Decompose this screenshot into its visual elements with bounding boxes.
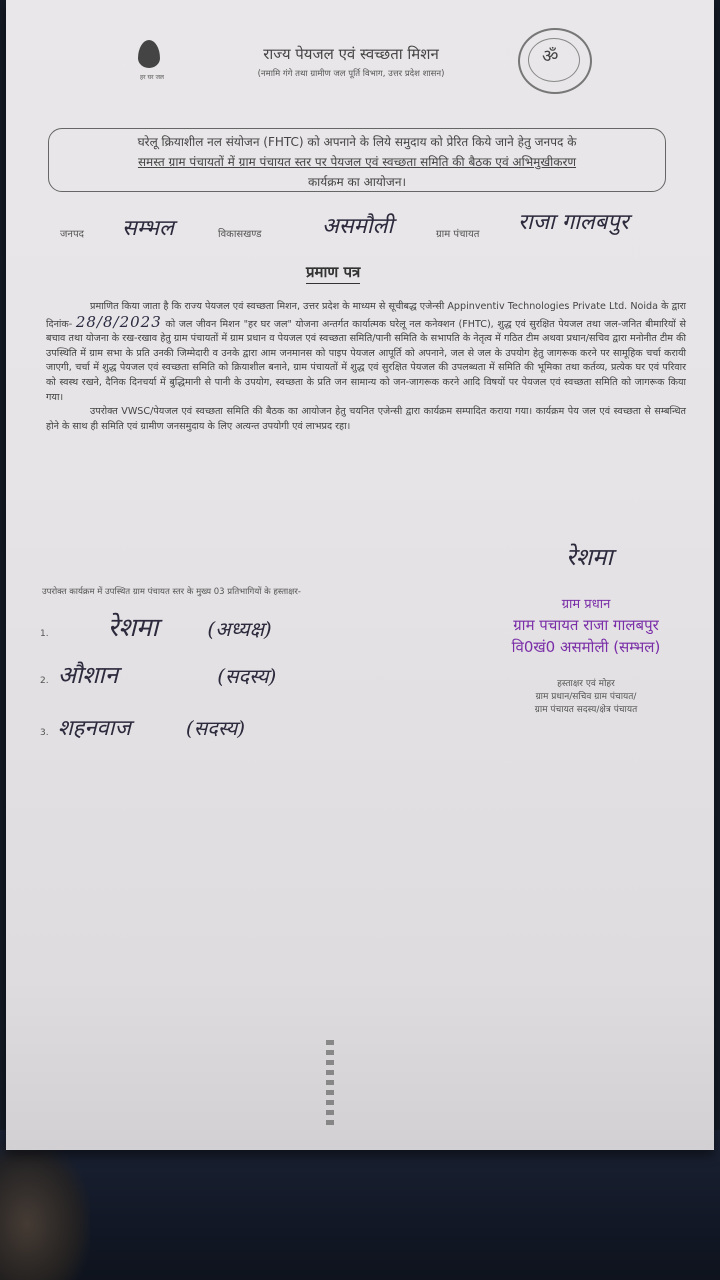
participant-role: (सदस्य) — [185, 716, 246, 740]
district-label: जनपद — [60, 229, 84, 240]
participant-number: 1. — [40, 629, 49, 639]
logo-left-caption: हर घर जल — [140, 74, 164, 81]
participant-number: 2. — [40, 676, 49, 686]
certificate-paper — [6, 0, 714, 1150]
participant-name: औशान — [57, 661, 119, 689]
panchayat-label: ग्राम पंचायत — [436, 229, 480, 240]
caption-line-2: ग्राम प्रधान/सचिव ग्राम पंचायत/ — [535, 692, 637, 702]
caption-line-1: हस्ताक्षर एवं मोहर — [557, 679, 615, 689]
participant-role: (अध्यक्ष) — [207, 617, 272, 641]
header-title: राज्य पेयजल एवं स्वच्छता मिशन — [263, 45, 439, 63]
certificate-title: प्रमाण पत्र — [306, 262, 360, 284]
block-label: विकासखण्ड — [218, 229, 262, 240]
stamp-line-1: ग्राम प्रधान — [561, 597, 611, 612]
banner-line-1: घरेलू क्रियाशील नल संयोजन (FHTC) को अपनाने के लिये समुदाय को प्रेरित किये जाने हेतु जनपद के — [137, 135, 577, 149]
participant-number: 3. — [40, 728, 49, 738]
caption-line-3: ग्राम पंचायत सदस्य/क्षेत्र पंचायत — [534, 705, 638, 715]
stamp-line-2: ग्राम पचायत राजा गालबपुर — [513, 616, 659, 634]
pradhan-stamp — [476, 594, 696, 657]
stamp-line-3: वि0खं0 असमोली (सम्भल) — [511, 638, 661, 656]
panchayat-value: राजा गालबपुर — [518, 210, 629, 235]
background-floor — [0, 1130, 720, 1280]
certificate-body — [46, 300, 686, 434]
signature-caption — [476, 678, 696, 717]
participants-note: उपरोक्त कार्यक्रम में उपस्थित ग्राम पंचायत स्तर के मुख्य 03 प्रतिभागियों के हस्ताक्षर- — [42, 587, 301, 597]
water-drop-logo-icon — [126, 36, 176, 96]
pradhan-signature: रेशमा — [566, 543, 613, 571]
participant-name: रेशमा — [107, 613, 159, 643]
body-paragraph-1b: को जल जीवन मिशन "हर घर जल" योजना अन्तर्गत कार्यात्मक घरेलू नल कनेक्शन (FHTC), शुद्ध एवं सुरक्षित पेयजल तथा जल-जनित बीमारियों से बचाव तथा योजना के रख-रखाव हेतु ग्राम पंचायतों में ग्राम प्रधान व पेयजल एवं स्वच्छता समिति/पानी समिति के सभापति के नेतृत्व में गठित टीम अथवा प्रधान/सचिव द्वारा मनोनीत टीम की उपस्थिति में ग्राम सभा के प्रति उनकी जिम्मेदारी व उनके द्वारा आम जनमानस को पाइप पेयजल आपूर्ति को अपनाने, जल से जल के उपयोग हेतु जागरूक करने पर सामूहिक चर्चा करायी जाएगी, चर्चा में शुद्ध पेयजल एवं स्वच्छता समिति को क्रियाशील बनाने, ग्राम पंचायतों में शुद्ध एवं सुरक्षित पेयजल की उपलब्धता में समिति की भूमिका तथा कर्तव्य, प्रत्येक घर एवं परिवार को स्वस्थ रखने, दैनिक दिनचर्या में बुद्धिमानी से पानी के उपयोग, स्वच्छता के प्रति जन सामान्य को जन-जागरूक करने आदि विषयों पर पेयजल एवं स्वच्छता समिति को जागरूक किया गया। — [46, 318, 686, 403]
program-banner — [48, 128, 666, 192]
participant-row — [40, 712, 245, 742]
meeting-date: 28/8/2023 — [75, 312, 162, 331]
staple-mark — [326, 1040, 334, 1130]
banner-line-3: कार्यक्रम का आयोजन। — [307, 175, 407, 189]
participant-name: शहनवाज — [57, 716, 131, 741]
floor-stain — [0, 1140, 90, 1280]
header-subtitle: (नमामि गंगे तथा ग्रामीण जल पूर्ति विभाग, उत्तर प्रदेश शासन) — [257, 69, 445, 79]
body-paragraph-1a: प्रमाणित किया जाता है कि राज्य पेयजल एवं स्वच्छता मिशन, उत्तर प्रदेश के माध्यम से सूचीबद्ध एजेन्सी Appinventiv Technologies Private Ltd. Noida के द्वारा दिनांक- — [46, 301, 686, 330]
participant-role: (सदस्य) — [217, 664, 277, 688]
district-value: सम्भल — [122, 216, 174, 241]
banner-line-2: समस्त ग्राम पंचायतों में ग्राम पंचायत स्तर पर पेयजल एवं स्वच्छता समिति की बैठक एवं अभिमुखीकरण — [137, 155, 577, 169]
body-paragraph-2: उपरोक्त VWSC/पेयजल एवं स्वच्छता समिति की बैठक का आयोजन हेतु चयनित एजेन्सी द्वारा कार्यक्रम सम्पादित कराया गया। कार्यक्रम पेय जल एवं स्वच्छता से सम्बन्धित होने के साथ ही समिति एवं ग्रामीण जनसमुदाय के लिए अत्यन्त उपयोगी एवं लाभप्रद रहा। — [46, 406, 686, 432]
participant-row — [40, 608, 272, 644]
emblem-icon: ॐ — [518, 28, 592, 94]
block-value: असमौली — [322, 214, 394, 239]
participant-row — [40, 658, 276, 691]
